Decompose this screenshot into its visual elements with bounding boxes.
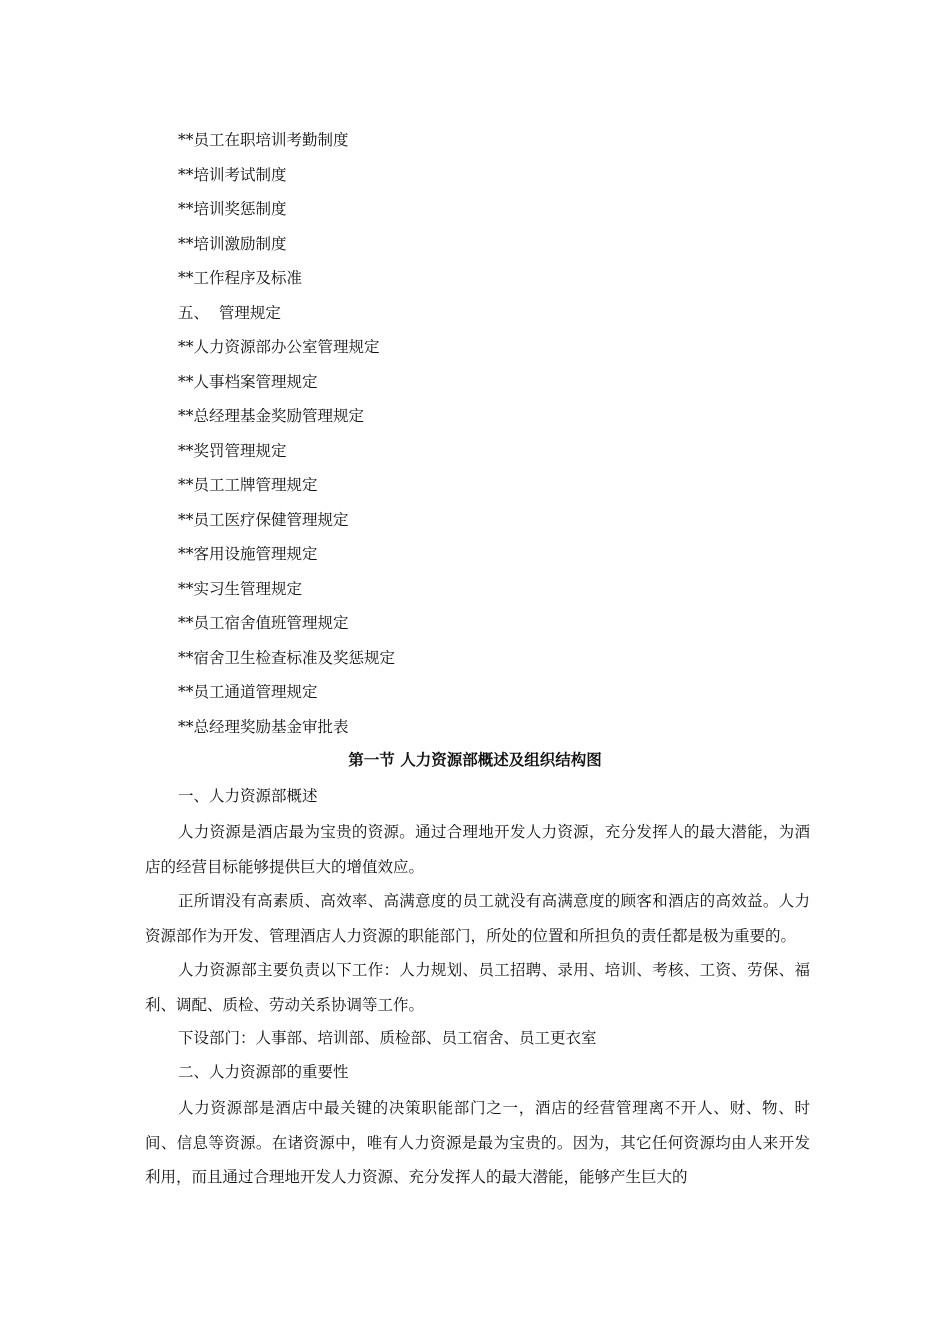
list-item: **人事档案管理规定 — [178, 372, 318, 391]
paragraph: 正所谓没有高素质、高效率、高满意度的员工就没有高满意度的顾客和酒店的高效益。人力资源部作为开发、管理酒店人力资源的职能部门，所处的位置和所担负的责任都是极为重要的。 — [145, 892, 810, 945]
section-title: 第一节 人力资源部概述及组织结构图 — [348, 750, 602, 769]
list-item: **员工宿舍值班管理规定 — [178, 614, 349, 632]
list-item: **总经理基金奖励管理规定 — [178, 407, 365, 425]
list-item: **宿舍卫生检查标准及奖惩规定 — [178, 648, 396, 667]
list-item: **奖罚管理规定 — [178, 441, 287, 460]
list-item: **客用设施管理规定 — [178, 545, 318, 563]
list-item: **员工医疗保健管理规定 — [178, 510, 349, 529]
list-item: **培训激励制度 — [178, 234, 287, 253]
list-item: **工作程序及标准 — [178, 269, 303, 287]
list-item: **员工在职培训考勤制度 — [178, 131, 349, 149]
subheading-overview: 一、人力资源部概述 — [178, 787, 318, 805]
list-item: **员工工牌管理规定 — [178, 476, 318, 494]
subheading-importance: 二、人力资源部的重要性 — [178, 1063, 349, 1081]
list-item: **人力资源部办公室管理规定 — [178, 338, 380, 356]
paragraph: 人力资源是酒店最为宝贵的资源。通过合理地开发人力资源，充分发挥人的最大潜能，为酒店的经营目标能够提供巨大的增值效应。 — [145, 823, 810, 876]
paragraph: 人力资源部是酒店中最关键的决策职能部门之一，酒店的经营管理离不开人、财、物、时间、信息等资源。在诸资源中，唯有人力资源是最为宝贵的。因为，其它任何资源均由人来开发利用，而且通过合理地开发人力资源、充分发挥人的最大潜能，能够产生巨大的 — [145, 1099, 810, 1186]
body-text — [145, 781, 810, 1195]
paragraph-subdepartments: 下设部门：人事部、培训部、质检部、员工宿舍、员工更衣室 — [178, 1029, 597, 1047]
list-heading: 五、 管理规定 — [178, 303, 281, 322]
list-item: **总经理奖励基金审批表 — [178, 717, 349, 736]
list-item: **员工通道管理规定 — [178, 683, 318, 701]
list-item: **实习生管理规定 — [178, 579, 303, 598]
list-item: **培训考试制度 — [178, 165, 287, 184]
list-item: **培训奖惩制度 — [178, 200, 287, 218]
regulation-list — [178, 123, 838, 744]
paragraph: 人力资源部主要负责以下工作：人力规划、员工招聘、录用、培训、考核、工资、劳保、福利、调配、质检、劳动关系协调等工作。 — [145, 961, 810, 1014]
